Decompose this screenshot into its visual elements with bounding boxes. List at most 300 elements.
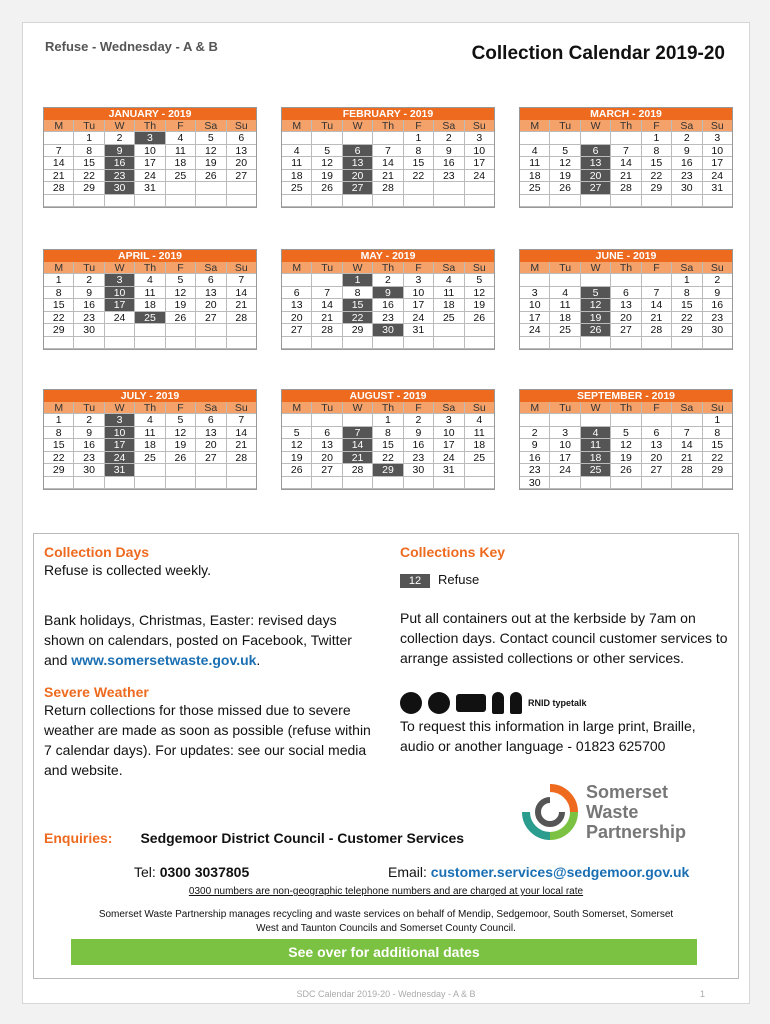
day-cell: 10 (434, 427, 464, 440)
day-cell: 18 (135, 439, 165, 452)
day-cell: 9 (703, 287, 732, 300)
day-cell (672, 414, 702, 427)
day-cell: 25 (166, 170, 196, 183)
day-cell: 26 (312, 182, 342, 195)
weekday-label: Tu (312, 262, 342, 274)
day-cell: 24 (520, 324, 550, 337)
day-cell: 7 (312, 287, 342, 300)
week-row (520, 170, 732, 183)
day-cell (312, 132, 342, 145)
week-row (44, 464, 256, 477)
day-cell: 16 (105, 157, 135, 170)
weekday-label: W (581, 262, 611, 274)
day-cell: 8 (44, 287, 74, 300)
day-cell (44, 195, 74, 208)
weekday-label: Tu (74, 120, 104, 132)
day-cell: 25 (520, 182, 550, 195)
day-cell: 24 (404, 312, 434, 325)
day-cell: 20 (581, 170, 611, 183)
page-title: Collection Calendar 2019-20 (471, 43, 725, 64)
week-row (282, 452, 494, 465)
day-cell: 17 (105, 439, 135, 452)
day-cell: 26 (550, 182, 580, 195)
week-row (282, 427, 494, 440)
day-cell: 27 (642, 464, 672, 477)
weekday-label: Tu (550, 262, 580, 274)
day-cell: 14 (227, 287, 256, 300)
page-number: 1 (699, 989, 705, 999)
day-cell: 19 (611, 452, 641, 465)
day-cell: 31 (135, 182, 165, 195)
collection-days-text: Refuse is collected weekly. (44, 562, 212, 578)
weekday-label: Tu (550, 402, 580, 414)
weekday-row (520, 262, 732, 274)
day-cell: 22 (703, 452, 732, 465)
day-cell: 16 (434, 157, 464, 170)
day-cell: 26 (196, 170, 226, 183)
day-cell: 12 (196, 145, 226, 158)
day-cell: 23 (404, 452, 434, 465)
day-cell (672, 477, 702, 490)
day-cell (166, 477, 196, 490)
day-cell (520, 132, 550, 145)
day-cell (611, 477, 641, 490)
day-cell: 4 (135, 414, 165, 427)
tel-number[interactable]: 0300 3037805 (159, 864, 250, 880)
weekday-label: Sa (672, 120, 702, 132)
day-cell: 13 (611, 299, 641, 312)
day-cell: 28 (373, 182, 403, 195)
day-cell (166, 337, 196, 350)
day-cell (465, 324, 494, 337)
day-cell (404, 195, 434, 208)
weekday-label: Th (135, 402, 165, 414)
day-cell: 29 (74, 182, 104, 195)
day-cell: 6 (611, 287, 641, 300)
day-cell: 17 (135, 157, 165, 170)
day-cell (343, 195, 373, 208)
day-cell: 19 (166, 439, 196, 452)
day-cell: 6 (227, 132, 256, 145)
week-row (44, 439, 256, 452)
day-cell: 22 (672, 312, 702, 325)
day-cell: 29 (703, 464, 732, 477)
day-cell: 3 (135, 132, 165, 145)
week-row (282, 157, 494, 170)
day-cell: 19 (312, 170, 342, 183)
weekday-row (282, 262, 494, 274)
weekday-label: Sa (196, 262, 226, 274)
day-cell: 15 (44, 299, 74, 312)
day-cell (581, 274, 611, 287)
day-cell (581, 195, 611, 208)
day-cell: 14 (312, 299, 342, 312)
tel-label: Tel: (134, 864, 156, 880)
day-cell: 10 (703, 145, 732, 158)
weekday-label: M (282, 262, 312, 274)
day-cell: 12 (581, 299, 611, 312)
day-cell: 7 (227, 414, 256, 427)
day-cell: 20 (227, 157, 256, 170)
day-cell: 23 (74, 452, 104, 465)
day-cell: 7 (642, 287, 672, 300)
week-row (44, 182, 256, 195)
week-row (520, 132, 732, 145)
day-cell: 1 (404, 132, 434, 145)
day-cell: 15 (74, 157, 104, 170)
week-row (44, 337, 256, 350)
day-cell: 20 (196, 439, 226, 452)
weekday-label: Su (227, 120, 256, 132)
day-cell: 21 (227, 299, 256, 312)
week-row (520, 452, 732, 465)
day-cell (611, 132, 641, 145)
day-cell (581, 132, 611, 145)
day-cell: 27 (196, 452, 226, 465)
day-cell: 14 (373, 157, 403, 170)
day-cell: 27 (611, 324, 641, 337)
week-row (44, 477, 256, 490)
day-cell: 6 (642, 427, 672, 440)
day-cell (74, 477, 104, 490)
additional-dates-banner: See over for additional dates (71, 939, 697, 965)
day-cell: 24 (105, 312, 135, 325)
day-cell: 26 (166, 452, 196, 465)
month-calendar (281, 249, 495, 350)
info-box (33, 533, 739, 979)
week-row (44, 195, 256, 208)
day-cell (105, 324, 135, 337)
day-cell (282, 477, 312, 490)
week-row (520, 324, 732, 337)
month-calendar (43, 249, 257, 350)
day-cell: 4 (520, 145, 550, 158)
day-cell: 1 (642, 132, 672, 145)
day-cell: 18 (434, 299, 464, 312)
day-cell (465, 182, 494, 195)
day-cell (642, 477, 672, 490)
weekday-label: Sa (434, 402, 464, 414)
day-cell: 6 (312, 427, 342, 440)
weekday-label: Sa (196, 120, 226, 132)
day-cell: 13 (581, 157, 611, 170)
day-cell: 10 (550, 439, 580, 452)
day-cell (227, 182, 256, 195)
day-cell: 12 (611, 439, 641, 452)
day-cell: 17 (404, 299, 434, 312)
week-row (44, 274, 256, 287)
week-row (520, 274, 732, 287)
day-cell: 13 (196, 287, 226, 300)
day-cell: 19 (282, 452, 312, 465)
day-cell: 11 (465, 427, 494, 440)
weekday-label: Tu (312, 120, 342, 132)
day-cell: 3 (550, 427, 580, 440)
day-cell (44, 477, 74, 490)
day-cell: 23 (520, 464, 550, 477)
day-cell (581, 414, 611, 427)
bank-holidays-end: . (256, 652, 261, 668)
day-cell: 14 (44, 157, 74, 170)
day-cell: 20 (312, 452, 342, 465)
day-cell: 16 (74, 439, 104, 452)
day-cell: 28 (642, 324, 672, 337)
day-cell (105, 195, 135, 208)
day-cell: 2 (373, 274, 403, 287)
day-cell (434, 324, 464, 337)
hand-icon (428, 692, 450, 714)
email-link[interactable]: customer.services@sedgemoor.gov.uk (430, 864, 690, 880)
week-row (282, 145, 494, 158)
day-cell: 13 (312, 439, 342, 452)
day-cell (672, 337, 702, 350)
day-cell: 30 (520, 477, 550, 490)
weekday-label: M (44, 262, 74, 274)
day-cell: 26 (166, 312, 196, 325)
weekday-label: Th (135, 120, 165, 132)
day-cell: 13 (282, 299, 312, 312)
day-cell: 14 (611, 157, 641, 170)
day-cell (343, 477, 373, 490)
weekday-label: W (581, 402, 611, 414)
day-cell: 19 (166, 299, 196, 312)
day-cell: 14 (227, 427, 256, 440)
day-cell: 30 (672, 182, 702, 195)
day-cell: 25 (434, 312, 464, 325)
day-cell: 27 (227, 170, 256, 183)
accessibility-icons (400, 692, 730, 714)
day-cell: 25 (581, 464, 611, 477)
week-row (44, 299, 256, 312)
day-cell (373, 195, 403, 208)
day-cell: 21 (44, 170, 74, 183)
day-cell (312, 195, 342, 208)
week-row (520, 427, 732, 440)
weekday-label: F (166, 262, 196, 274)
day-cell: 14 (672, 439, 702, 452)
day-cell: 5 (312, 145, 342, 158)
rate-note: 0300 numbers are non-geographic telephone numbers and are charged at your local rate (188, 886, 584, 897)
week-row (44, 287, 256, 300)
month-calendar (519, 389, 733, 490)
day-cell: 19 (550, 170, 580, 183)
day-cell: 18 (282, 170, 312, 183)
email-row (388, 864, 689, 880)
day-cell (196, 477, 226, 490)
day-cell: 6 (196, 274, 226, 287)
weekday-label: W (105, 120, 135, 132)
weekday-row (282, 120, 494, 132)
day-cell: 17 (465, 157, 494, 170)
weekday-label: Tu (74, 262, 104, 274)
day-cell: 1 (74, 132, 104, 145)
day-cell: 20 (282, 312, 312, 325)
day-cell: 16 (520, 452, 550, 465)
day-cell: 26 (611, 464, 641, 477)
day-cell: 7 (343, 427, 373, 440)
day-cell (166, 195, 196, 208)
week-row (282, 170, 494, 183)
day-cell (343, 414, 373, 427)
day-cell: 12 (166, 427, 196, 440)
weekday-label: W (105, 262, 135, 274)
day-cell: 18 (135, 299, 165, 312)
weekday-label: F (404, 262, 434, 274)
day-cell: 15 (343, 299, 373, 312)
day-cell (550, 337, 580, 350)
day-cell (642, 414, 672, 427)
tel-row (134, 864, 249, 880)
day-cell: 22 (404, 170, 434, 183)
weekday-label: Su (465, 402, 494, 414)
day-cell: 8 (672, 287, 702, 300)
day-cell: 5 (282, 427, 312, 440)
weekday-label: Su (703, 402, 732, 414)
day-cell: 15 (642, 157, 672, 170)
week-row (520, 312, 732, 325)
day-cell: 23 (105, 170, 135, 183)
day-cell: 2 (434, 132, 464, 145)
day-cell (611, 337, 641, 350)
day-cell: 19 (196, 157, 226, 170)
day-cell: 31 (404, 324, 434, 337)
day-cell (312, 477, 342, 490)
month-header: AUGUST - 2019 (282, 390, 494, 402)
day-cell: 6 (343, 145, 373, 158)
day-cell: 22 (373, 452, 403, 465)
day-cell (642, 274, 672, 287)
week-row (282, 312, 494, 325)
route-label: Refuse - Wednesday - A & B (45, 39, 218, 54)
day-cell: 2 (404, 414, 434, 427)
typetalk-label: RNID typetalk (528, 698, 587, 708)
day-cell (434, 195, 464, 208)
day-cell: 24 (550, 464, 580, 477)
day-cell: 28 (44, 182, 74, 195)
week-row (520, 195, 732, 208)
weekday-label: W (343, 402, 373, 414)
day-cell: 4 (166, 132, 196, 145)
day-cell: 5 (166, 274, 196, 287)
day-cell: 25 (135, 312, 165, 325)
day-cell: 22 (44, 312, 74, 325)
day-cell (105, 337, 135, 350)
day-cell: 12 (282, 439, 312, 452)
day-cell: 4 (434, 274, 464, 287)
cassette-icon (456, 694, 486, 712)
day-cell: 14 (343, 439, 373, 452)
day-cell: 12 (166, 287, 196, 300)
day-cell: 30 (74, 464, 104, 477)
day-cell (282, 337, 312, 350)
weekday-label: F (642, 120, 672, 132)
weekday-label: Su (227, 262, 256, 274)
day-cell: 21 (672, 452, 702, 465)
website-link[interactable]: www.somersetwaste.gov.uk (71, 652, 257, 668)
weekday-row (520, 402, 732, 414)
day-cell: 28 (227, 452, 256, 465)
day-cell: 29 (44, 464, 74, 477)
day-cell (282, 414, 312, 427)
day-cell: 30 (105, 182, 135, 195)
week-row (282, 337, 494, 350)
month-header: MAY - 2019 (282, 250, 494, 262)
day-cell: 27 (343, 182, 373, 195)
day-cell (196, 195, 226, 208)
day-cell: 30 (404, 464, 434, 477)
day-cell: 18 (581, 452, 611, 465)
logo-line3: Partnership (586, 822, 687, 842)
day-cell: 25 (282, 182, 312, 195)
logo-line2: Waste (586, 802, 639, 822)
day-cell: 8 (343, 287, 373, 300)
day-cell: 20 (196, 299, 226, 312)
weekday-row (282, 402, 494, 414)
weekday-label: M (282, 120, 312, 132)
day-cell (44, 132, 74, 145)
key-label: Refuse (438, 572, 480, 587)
day-cell (581, 337, 611, 350)
day-cell: 3 (520, 287, 550, 300)
week-row (44, 145, 256, 158)
day-cell: 6 (282, 287, 312, 300)
day-cell: 15 (672, 299, 702, 312)
day-cell (672, 195, 702, 208)
day-cell: 4 (282, 145, 312, 158)
day-cell (703, 337, 732, 350)
month-header: JULY - 2019 (44, 390, 256, 402)
day-cell: 21 (642, 312, 672, 325)
weekday-label: Sa (196, 402, 226, 414)
day-cell: 24 (465, 170, 494, 183)
day-cell: 23 (74, 312, 104, 325)
day-cell: 17 (434, 439, 464, 452)
weekday-label: Th (373, 120, 403, 132)
weekday-label: W (343, 262, 373, 274)
day-cell: 15 (373, 439, 403, 452)
day-cell (227, 324, 256, 337)
weekday-label: F (166, 120, 196, 132)
day-cell: 28 (227, 312, 256, 325)
day-cell (166, 324, 196, 337)
weekday-label: Sa (672, 402, 702, 414)
day-cell (282, 274, 312, 287)
severe-weather-text: Return collections for those missed due to severe weather are made as soon as possible (refuse within 7 calendar days). For updates: see our social media and website. (44, 702, 371, 778)
day-cell: 1 (703, 414, 732, 427)
day-cell (312, 274, 342, 287)
weekday-row (520, 120, 732, 132)
day-cell: 24 (703, 170, 732, 183)
day-cell (282, 132, 312, 145)
weekday-label: F (642, 402, 672, 414)
day-cell: 15 (44, 439, 74, 452)
day-cell: 10 (105, 427, 135, 440)
day-cell: 22 (642, 170, 672, 183)
day-cell: 5 (581, 287, 611, 300)
day-cell: 13 (196, 427, 226, 440)
day-cell: 16 (74, 299, 104, 312)
day-cell: 10 (520, 299, 550, 312)
week-row (520, 464, 732, 477)
day-cell: 9 (74, 427, 104, 440)
day-cell: 1 (343, 274, 373, 287)
day-cell (343, 132, 373, 145)
day-cell: 9 (74, 287, 104, 300)
day-cell (135, 337, 165, 350)
day-cell: 9 (672, 145, 702, 158)
day-cell: 10 (404, 287, 434, 300)
day-cell: 23 (373, 312, 403, 325)
